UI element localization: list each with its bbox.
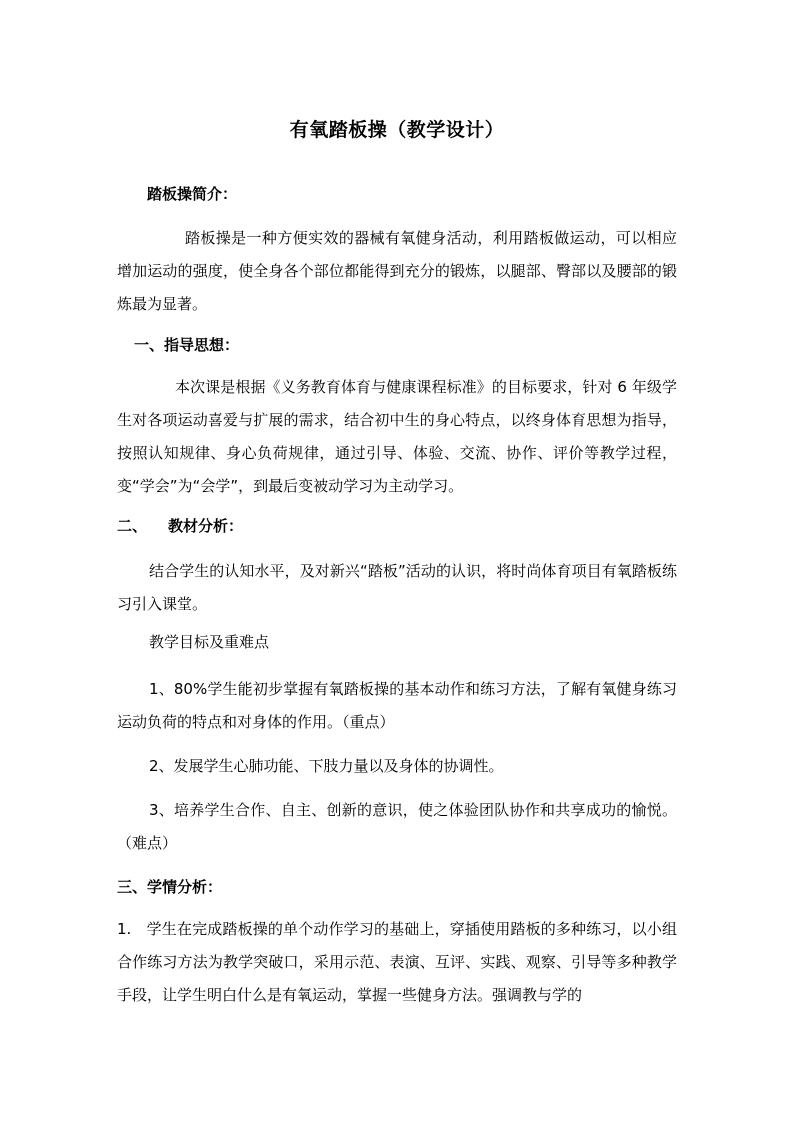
- section3-heading: 三、学情分析：: [117, 878, 223, 896]
- section1-heading: 一、指导思想：: [134, 336, 240, 354]
- document-title: 有氧踏板操（教学设计）: [289, 119, 505, 141]
- goals-title: 教学目标及重难点: [149, 633, 270, 651]
- intro-heading: 踏板操简介：: [147, 185, 238, 203]
- section2-heading-text: 教材分析：: [168, 517, 244, 535]
- section2-heading-number: 二、: [117, 517, 148, 535]
- goal-item-1: 1、80%学生能初步掌握有氧踏板操的基本动作和练习方法，了解有氧健身练习运动负荷的特点和对身体的作用。（重点）: [117, 680, 677, 731]
- section2-paragraph: 结合学生的认知水平，及对新兴“踏板”活动的认识，将时尚体育项目有氧踏板练习引入课堂。: [117, 562, 677, 613]
- section1-paragraph: 本次课是根据《义务教育体育与健康课程标准》的目标要求，针对 6 年级学生对各项运动喜爱与扩展的需求，结合初中生的身心特点，以终身体育思想为指导，按照认知规律、身心负荷规律，通过引导、体验、交流、协作、评价等教学过程，变“学会”为“会学”，到最后变被动学习为主动学习。: [117, 378, 677, 495]
- intro-paragraph: 踏板操是一种方便实效的器械有氧健身活动，利用踏板做运动，可以相应增加运动的强度，使全身各个部位都能得到充分的锻炼，以腿部、臀部以及腰部的锻炼最为显著。: [117, 229, 677, 313]
- section3-item-1: 1. 学生在完成踏板操的单个动作学习的基础上，穿插使用踏板的多种练习，以小组合作练习方法为教学突破口，采用示范、表演、互评、实践、观察、引导等多种教学手段，让学生明白什么是有氧运动，掌握一些健身方法。强调教与学的: [117, 920, 677, 1004]
- goal-item-2: 2、发展学生心肺功能、下肢力量以及身体的协调性。: [149, 757, 504, 775]
- goal-item-3: 3、培养学生合作、自主、创新的意识，使之体验团队协作和共享成功的愉悦。（难点）: [117, 801, 677, 852]
